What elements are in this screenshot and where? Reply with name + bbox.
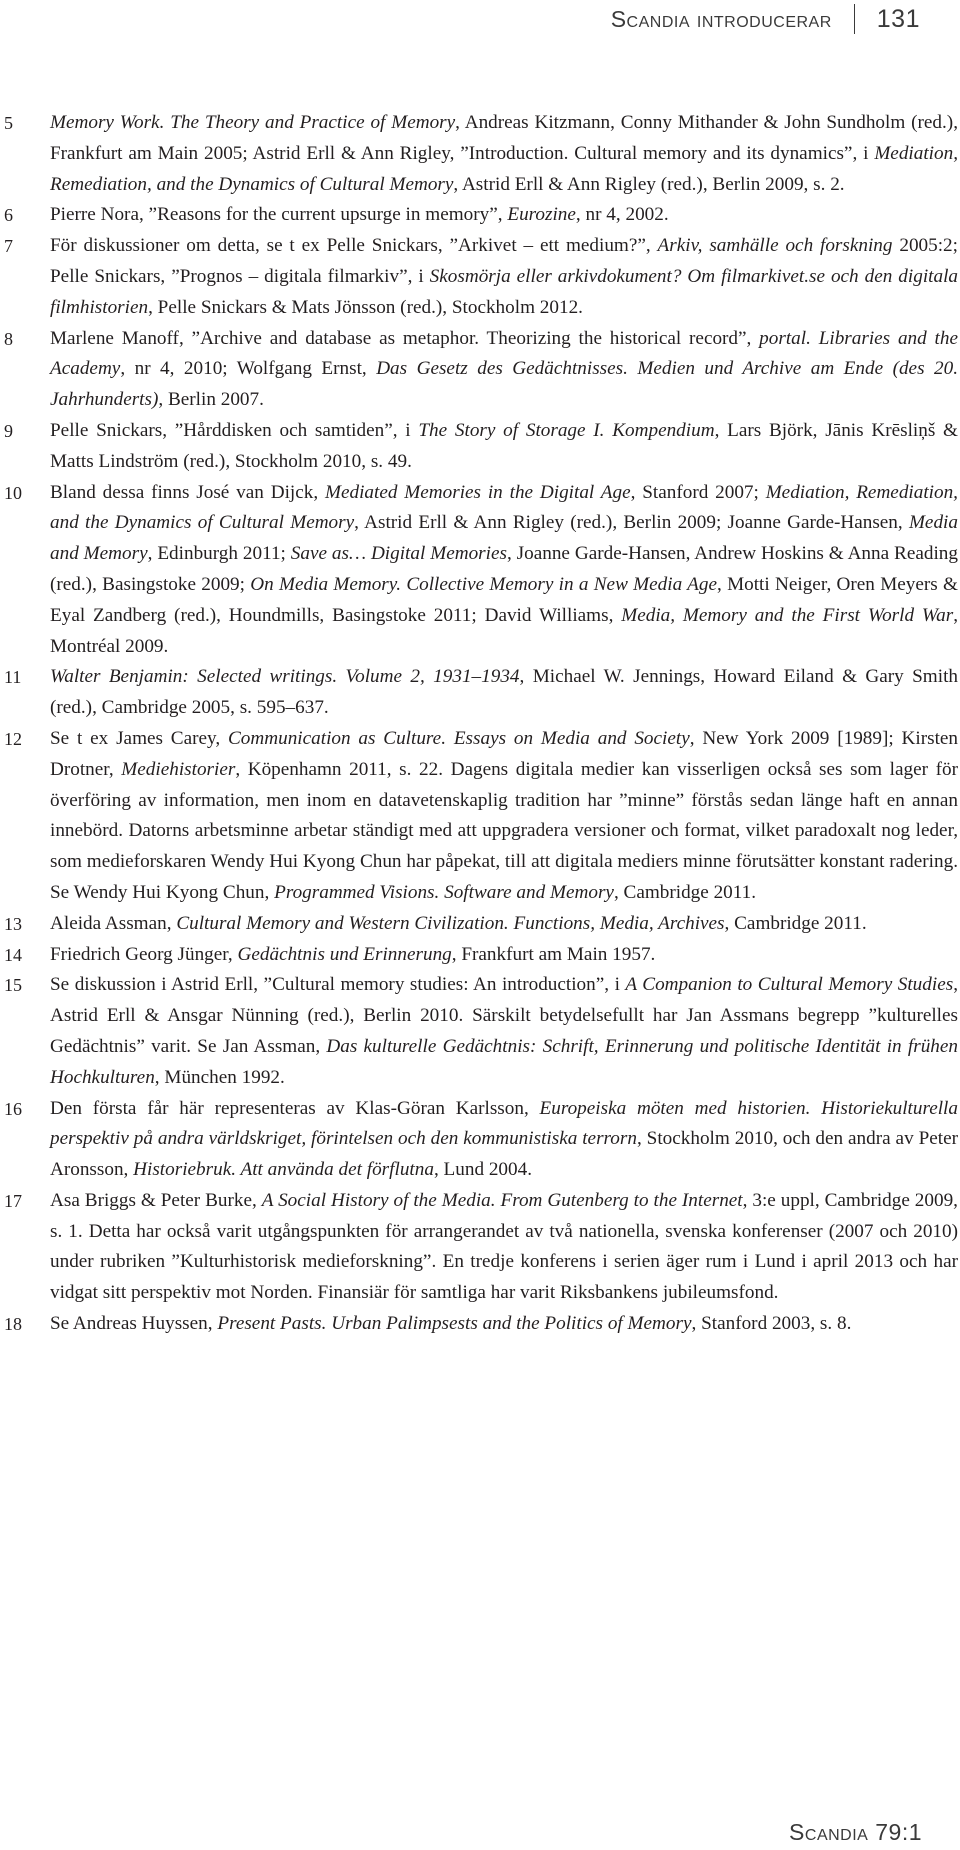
footnote-text xyxy=(50,1313,851,1334)
footnote xyxy=(0,1094,958,1186)
footnote-title: Skosmörja eller arkivdokument? Om filmarkivet.se och den digitala filmhistorien xyxy=(50,265,959,318)
footnote xyxy=(0,108,958,200)
footnote-title: Mediation, Remediation, and the Dynamics of Cultural Memory xyxy=(50,481,958,534)
footnote-number: 15 xyxy=(4,975,22,996)
footnote-title: Cultural Memory and Western Civilization. Functions, Media, Archives xyxy=(176,912,725,934)
footnote-title: Communication as Culture. Essays on Media and Society xyxy=(228,727,690,749)
footnote-segment: Den första får här representeras av Klas-Göran Karlsson, xyxy=(50,1097,540,1119)
footnote-segment: Asa Briggs & Peter Burke, xyxy=(50,1189,262,1211)
footnote-title: Save as… Digital Memories xyxy=(290,543,507,565)
footnote-title: On Media Memory. Collective Memory in a New Media Age xyxy=(250,573,717,595)
footnote-segment: , Pelle Snickars & Mats Jönsson (red.), Stockholm 2012. xyxy=(148,296,583,318)
footnote xyxy=(0,1186,958,1309)
footnote-segment: , Motti Neiger, Oren Meyers & Eyal Zandberg (red.), Houndmills, Basingstoke 2011; David Williams, xyxy=(50,573,958,626)
footnote-title: A Social History of the Media. From Gutenberg to the Internet xyxy=(261,1189,743,1211)
footnote-segment: Aleida Assman, xyxy=(50,912,177,934)
footnote-segment: , München 1992. xyxy=(154,1066,285,1088)
footnote-text xyxy=(50,1190,958,1303)
footnote-segment: , Andreas Kitzmann, Conny Mithander & John Sundholm (red.), Frankfurt am Main 2005; Astrid Erll & Ann Rigley, ”Introduction. Cultural memory and its dynamics”, i xyxy=(50,112,958,164)
footnote-segment: , Astrid Erll & Ann Rigley (red.), Berlin 2009; Joanne Garde-Hansen, xyxy=(354,512,909,534)
footnote-number: 5 xyxy=(4,113,13,133)
footnote-segment: Se t ex James Carey, xyxy=(50,727,228,749)
footnote xyxy=(0,724,958,909)
footnote-text xyxy=(50,913,867,934)
footnote-segment: , Lars Björk, Jānis Krēsliņš & Matts Lindström (red.), Stockholm 2010, s. 49. xyxy=(50,419,958,472)
footnote-title: A Companion to Cultural Memory Studies xyxy=(625,974,954,996)
footnote-text xyxy=(50,420,958,472)
footnote-text xyxy=(50,112,958,195)
footnote-title: Arkiv, samhälle och forskning xyxy=(657,235,893,257)
footnote-segment: Marlene Manoff, ”Archive and database as metaphor. Theorizing the historical record”, xyxy=(50,327,760,349)
footnote xyxy=(0,940,958,971)
footnote-number: 18 xyxy=(4,1314,22,1335)
footnote-segment: , Köpenhamn 2011, s. 22. Dagens digitala medier kan visserligen också ses som lager för överföring av information, men inom en datavetenskaplig tradition har ”minne” förstås sedan länge haft en annan innebörd. Datorns arbetsminne arbetar ständigt med att uppgradera versioner och format, vilket paradoxalt nog leder, som medieforskaren Wendy Hui Kyong Chun har påpekat, till att digitala mediers minne förutsätter konstant radering. Se Wendy Hui Kyong Chun, xyxy=(50,758,958,903)
footnote-title: Eurozine xyxy=(507,204,576,226)
footnote-segment: , Michael W. Jennings, Howard Eiland & Gary Smith (red.), Cambridge 2005, s. 595–637. xyxy=(50,666,958,719)
footnote-title: portal. Libraries and the Academy xyxy=(50,327,958,380)
header-divider xyxy=(854,4,855,34)
footnote-segment: , Stanford 2003, s. 8. xyxy=(691,1313,852,1335)
footnote xyxy=(0,416,958,478)
footnote-title: Memory Work. The Theory and Practice of Memory xyxy=(50,112,456,133)
footnote-segment: , Stockholm 2010, och den andra av Peter Aronsson, xyxy=(50,1128,959,1181)
footnote-title: Media, Memory and the First World War xyxy=(621,604,954,626)
footnote-title: Historiebruk. Att använda det förflutna xyxy=(133,1159,434,1181)
footnote-title: Europeiska möten med historien. Historiekulturella perspektiv på andra världskriget, förintelsen och den kommunistiska terrorn xyxy=(50,1097,958,1150)
footnote-text xyxy=(50,1098,958,1181)
footnote-text xyxy=(50,666,958,718)
footnote-title: Das Gesetz des Gedächtnisses. Medien und Archive am Ende (des 20. Jahrhunderts) xyxy=(50,358,958,411)
footnote-title: Present Pasts. Urban Palimpsests and the Politics of Memory xyxy=(217,1313,692,1335)
page-number: 131 xyxy=(876,4,920,33)
footnote-segment: , Frankfurt am Main 1957. xyxy=(451,943,656,965)
footnote-title: Mediehistorier xyxy=(121,758,236,780)
footnote-number: 10 xyxy=(4,482,22,503)
footnote-text xyxy=(50,728,958,903)
footnote xyxy=(0,662,958,724)
footnote-title: Gedächtnis und Erinnerung xyxy=(237,943,452,965)
footnote-title: Mediated Memories in the Digital Age xyxy=(324,481,631,503)
footnote-text xyxy=(50,204,669,225)
footnote-segment: , Montréal 2009. xyxy=(50,604,959,657)
footnote-segment: Friedrich Georg Jünger, xyxy=(50,943,238,965)
footnote-text xyxy=(50,974,958,1087)
running-title: Scandia introducerar xyxy=(610,5,832,32)
footnote xyxy=(0,970,958,1093)
footnote-text xyxy=(50,944,655,965)
footnote-number: 9 xyxy=(4,420,13,441)
footnote-number: 14 xyxy=(4,944,22,965)
footnote-title: Walter Benjamin: Selected writings. Volume 2, 1931–1934 xyxy=(50,666,520,688)
footnote xyxy=(0,231,958,323)
footnote-title: The Story of Storage I. Kompendium xyxy=(418,419,715,441)
journal-footer: Scandia 79:1 xyxy=(789,1819,922,1845)
footnote-segment: , New York 2009 [1989]; Kirsten Drotner, xyxy=(50,727,959,780)
footnote xyxy=(0,324,958,416)
footnote-segment: , Astrid Erll & Ansgar Nünning (red.), Berlin 2010. Särskilt betydelsefullt har Jan Assmans begrepp ”kulturelles Gedächtnis” varit. Se Jan Assman, xyxy=(50,974,958,1057)
footnote-segment: , Edinburgh 2011; xyxy=(147,543,291,565)
footnotes-list xyxy=(0,108,960,1340)
footnote-segment: , Berlin 2007. xyxy=(158,389,264,411)
footnote xyxy=(0,478,958,663)
footnote-segment: , Cambridge 2011. xyxy=(613,881,757,903)
footnote-segment: , nr 4, 2010; Wolfgang Ernst, xyxy=(120,358,377,380)
footnote-number: 17 xyxy=(4,1190,22,1211)
footnote-title: Media and Memory xyxy=(50,512,958,565)
footnote-segment: För diskussioner om detta, se t ex Pelle Snickars, ”Arkivet – ett medium?”, xyxy=(50,235,658,257)
footnote-number: 13 xyxy=(4,913,22,934)
footnote-number: 8 xyxy=(4,328,13,349)
footnote-number: 7 xyxy=(4,236,13,257)
footnote-title: Das kulturelle Gedächtnis: Schrift, Erinnerung und politische Identität in frühen Hochkulturen xyxy=(50,1035,958,1088)
footnote xyxy=(0,909,958,940)
footnote-segment: , Cambridge 2011. xyxy=(724,912,867,934)
footnote-segment: Pierre Nora, ”Reasons for the current upsurge in memory”, xyxy=(50,204,508,226)
footnote-segment: Bland dessa finns José van Dijck, xyxy=(50,481,325,503)
footnote-title: Mediation, Remediation, and the Dynamics of Cultural Memory xyxy=(50,142,958,195)
footnote-segment: Se diskussion i Astrid Erll, ”Cultural memory studies: An introduction”, i xyxy=(50,974,626,996)
footnote-segment: , nr 4, 2002. xyxy=(575,204,669,226)
footnote-text xyxy=(50,328,958,411)
footnote-number: 12 xyxy=(4,728,22,749)
footnote-segment: Pelle Snickars, ”Hårddisken och samtiden”, i xyxy=(50,419,419,441)
footnote-segment: , Stanford 2007; xyxy=(630,481,766,503)
footnote-number: 16 xyxy=(4,1098,22,1119)
footnote xyxy=(0,200,958,231)
footnote-number: 6 xyxy=(4,205,13,226)
footnote-segment: 2005:2; Pelle Snickars, ”Prognos – digitala filmarkiv”, i xyxy=(50,235,958,287)
footnote-segment: , Lund 2004. xyxy=(433,1159,533,1181)
footnote-number: 11 xyxy=(4,667,22,688)
footnote-segment: Se Andreas Huyssen, xyxy=(50,1313,218,1335)
footnote-segment: , Joanne Garde-Hansen, Andrew Hoskins & Anna Reading (red.), Basingstoke 2009; xyxy=(50,543,958,595)
footnote xyxy=(0,1309,958,1340)
footnote-segment: , Astrid Erll & Ann Rigley (red.), Berlin 2009, s. 2. xyxy=(453,173,845,195)
footnote-text xyxy=(50,235,958,318)
footnote-text xyxy=(50,482,958,657)
footnote-title: Programmed Visions. Software and Memory xyxy=(274,881,614,903)
footnote-segment: , 3:e uppl, Cambridge 2009, s. 1. Detta har också varit utgångspunkten för arrangerandet av två nationella, svenska konferenser (2007 och 2010) under rubriken ”Kulturhistorisk medieforskning”. En tredje konferens i serien äger rum i Lund i april 2013 och har vidgat sitt perspektiv mot Norden. Finansiär för samtliga har varit Riksbankens jubileumsfond. xyxy=(50,1189,958,1304)
running-header xyxy=(611,4,920,34)
